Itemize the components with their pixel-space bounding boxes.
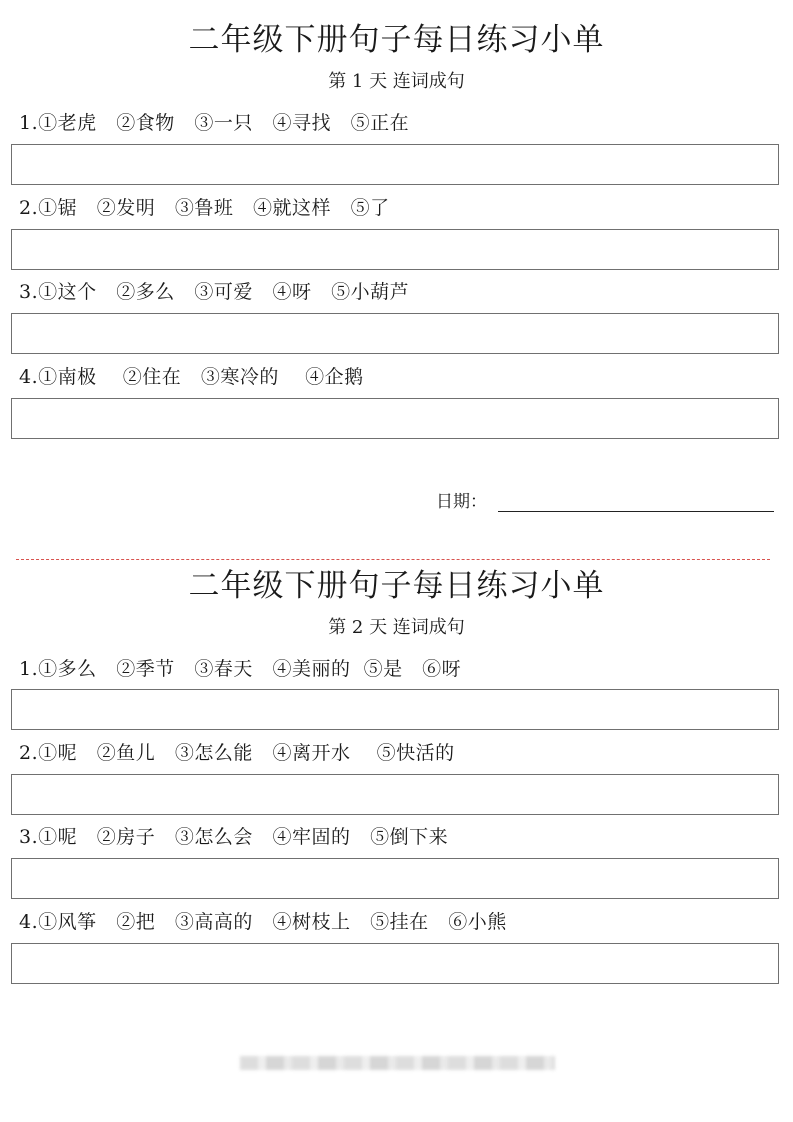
worksheet-title: 二年级下册句子每日练习小单: [188, 568, 605, 604]
answer-box-3[interactable]: [11, 858, 779, 899]
answer-box-2[interactable]: [11, 774, 779, 815]
date-input-line[interactable]: [498, 511, 774, 512]
question-2: 2.①锯 ②发明 ③鲁班 ④就这样 ⑤了: [19, 197, 390, 219]
answer-box-2[interactable]: [11, 229, 779, 270]
answer-box-3[interactable]: [11, 313, 779, 354]
blurred-watermark: [240, 1056, 555, 1070]
question-3: 3.①这个 ②多么 ③可爱 ④呀 ⑤小葫芦: [19, 281, 410, 303]
answer-box-4[interactable]: [11, 943, 779, 984]
worksheet-subtitle: 第 1 天 连词成句: [328, 71, 465, 92]
worksheet-title: 二年级下册句子每日练习小单: [188, 22, 605, 58]
cut-line-divider: [16, 559, 770, 560]
question-1: 1.①老虎 ②食物 ③一只 ④寻找 ⑤正在: [19, 112, 410, 134]
answer-box-1[interactable]: [11, 144, 779, 185]
date-label: 日期：: [436, 492, 487, 512]
question-2: 2.①呢 ②鱼儿 ③怎么能 ④离开水 ⑤快活的: [19, 742, 455, 764]
question-3: 3.①呢 ②房子 ③怎么会 ④牢固的 ⑤倒下来: [19, 826, 449, 848]
question-4: 4.①风筝 ②把 ③高高的 ④树枝上 ⑤挂在 ⑥小熊: [19, 911, 507, 933]
question-1: 1.①多么 ②季节 ③春天 ④美丽的 ⑤是 ⑥呀: [19, 658, 462, 680]
answer-box-1[interactable]: [11, 689, 779, 730]
question-4: 4.①南极 ②住在 ③寒冷的 ④企鹅: [19, 366, 364, 388]
answer-box-4[interactable]: [11, 398, 779, 439]
worksheet-subtitle: 第 2 天 连词成句: [328, 617, 465, 638]
